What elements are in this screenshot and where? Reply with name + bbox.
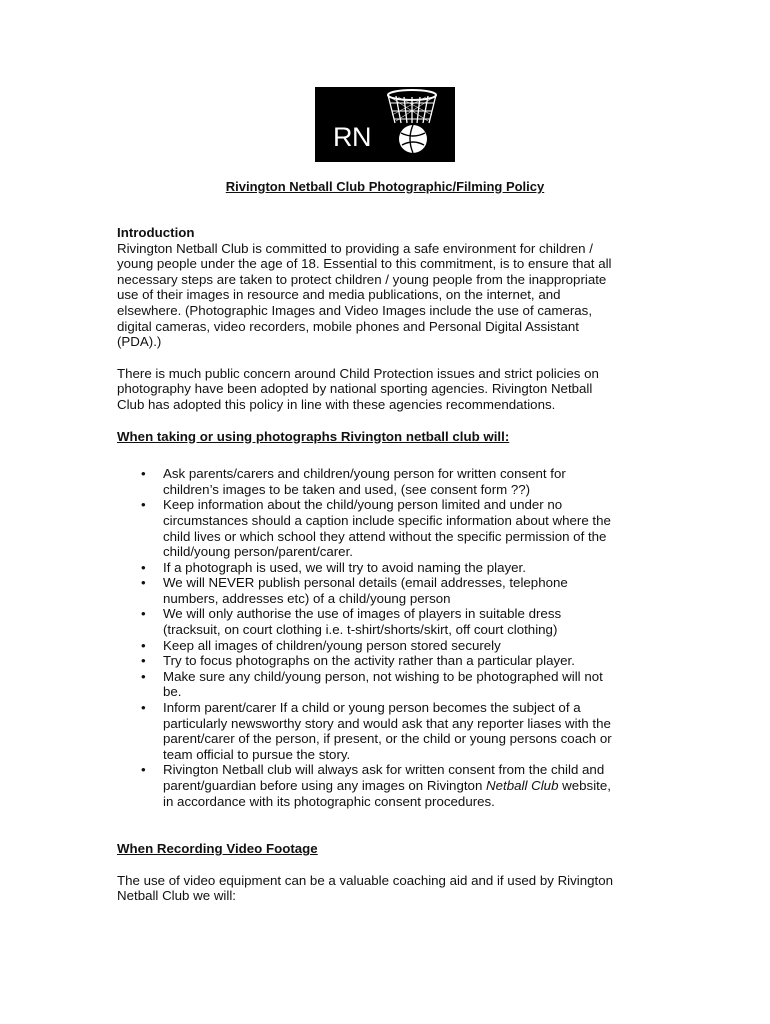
list-item [117,560,657,576]
bullet-icon: • [141,575,146,591]
introduction-paragraph [117,241,657,350]
bullet-icon: • [141,668,146,684]
document-body [117,225,657,904]
text-line: Inform parent/carer If a child or young person becomes the subject of a [163,700,581,716]
list-item [117,700,657,762]
text-line: in accordance with its photographic consent procedures. [163,793,495,809]
club-logo [315,87,455,162]
text-line: The use of video equipment can be a valuable coaching aid and if used by Rivington [117,872,614,888]
list-item [117,575,657,606]
text-line: children’s images to be taken and used, (see consent form ??) [163,481,531,497]
bullet-icon: • [141,653,146,669]
list-item [117,653,657,669]
text-line [163,778,657,794]
text-line: Netball Club we will: [117,888,236,904]
bullet-icon: • [141,637,146,653]
text-line: use of their images in resource and media publications, on the internet, and [117,287,561,303]
text-line: necessary steps are taken to protect children / young people from the inappropriate [117,271,607,287]
video-paragraph [117,873,657,904]
list-item [117,497,657,559]
photographs-policy-list [117,466,657,809]
text-segment: website, [558,778,611,793]
text-line: elsewhere. (Photographic Images and Video Images include the use of cameras, [117,302,593,318]
text-line: numbers, addresses etc) of a child/young person [163,590,451,606]
text-line: There is much public concern around Child Protection issues and strict policies on [117,365,599,381]
text-segment: parent/guardian before using any images on Rivington [163,778,487,793]
text-line: photography have been adopted by national sporting agencies. Rivington Netball [117,381,593,397]
list-item [117,466,657,497]
bullet-icon: • [141,606,146,622]
text-line: If a photograph is used, we will try to avoid naming the player. [163,559,526,575]
text-line: Rivington Netball club will always ask for written consent from the child and [163,762,605,778]
text-line: circumstances should a caption include specific information about where the [163,512,611,528]
text-line: parent/carer of the person, if present, or the child or young persons coach or [163,731,612,747]
text-line: Keep information about the child/young person limited and under no [163,497,563,513]
introduction-heading: Introduction [117,225,195,240]
list-item [117,606,657,637]
bullet-icon: • [141,559,146,575]
text-line: particularly newsworthy story and would ask that any reporter liases with the [163,715,611,731]
photographs-section-heading: When taking or using photographs Rivington netball club will: [117,428,510,444]
list-item [117,762,657,809]
text-line: be. [163,684,182,700]
club-name-italic: Netball Club [486,778,559,793]
text-line: child lives or which school they attend without the specific permission of the [163,528,607,544]
text-line: Club has adopted this policy in line with these agencies recommendations. [117,396,556,412]
text-line: team official to pursue the story. [163,746,351,762]
logo-lettering: RN [333,122,371,152]
concern-paragraph [117,366,657,413]
list-item [117,669,657,700]
text-line: Ask parents/carers and children/young person for written consent for [163,466,566,482]
page-title: Rivington Netball Club Photographic/Filming Policy [225,179,545,194]
text-line: (tracksuit, on court clothing i.e. t-shirt/shorts/skirt, off court clothing) [163,622,558,638]
video-section-heading: When Recording Video Footage [117,841,318,857]
text-line: Make sure any child/young person, not wishing to be photographed will not [163,668,603,684]
bullet-icon: • [141,762,146,778]
text-line: young people under the age of 18. Essential to this commitment, is to ensure that all [117,256,612,272]
text-line: We will only authorise the use of images of players in suitable dress [163,606,562,622]
text-line: Try to focus photographs on the activity rather than a particular player. [163,653,575,669]
text-line: (PDA).) [117,334,162,350]
list-item [117,638,657,654]
bullet-icon: • [141,466,146,482]
text-line: We will NEVER publish personal details (email addresses, telephone [163,575,568,591]
text-line: Keep all images of children/young person stored securely [163,637,501,653]
text-line: Rivington Netball Club is committed to providing a safe environment for children / [117,240,593,256]
text-line: digital cameras, video recorders, mobile phones and Personal Digital Assistant [117,318,579,334]
bullet-icon: • [141,700,146,716]
text-line: child/young person/parent/carer. [163,544,353,560]
bullet-icon: • [141,497,146,513]
